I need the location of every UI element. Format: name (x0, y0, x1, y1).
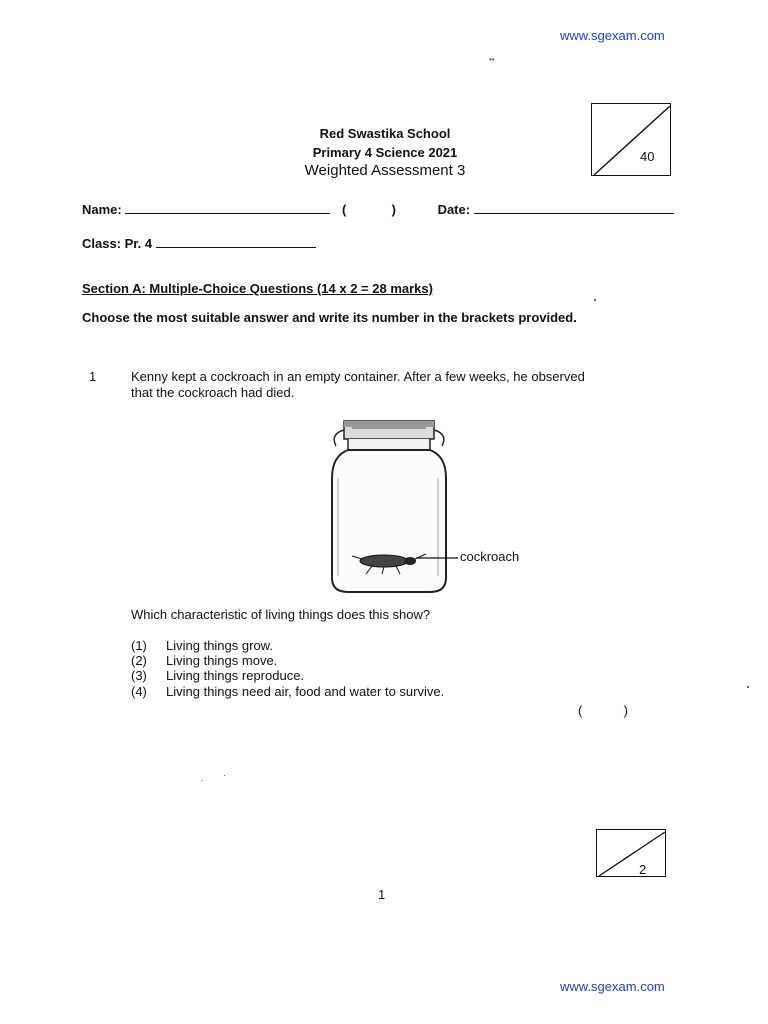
name-field[interactable] (125, 201, 330, 214)
date-field[interactable] (474, 201, 674, 214)
section-title: Section A: Multiple-Choice Questions (14 x 2 = 28 marks) (82, 281, 433, 296)
index-open: ( (342, 202, 347, 217)
question-prompt: Which characteristic of living things does this show? (131, 607, 431, 622)
option-number: (2) (131, 653, 147, 668)
option-1[interactable] (131, 638, 273, 653)
answer-brackets[interactable] (578, 703, 634, 718)
scan-dot (747, 686, 749, 688)
option-2[interactable] (131, 653, 277, 668)
date-label: Date: (437, 202, 471, 217)
page-marks: 2 (639, 862, 647, 877)
question-text-line2: that the cockroach had died. (131, 385, 295, 400)
diagonal-line-icon (592, 104, 672, 177)
jar-figure (322, 416, 532, 596)
total-marks-box (591, 103, 671, 176)
question-number: 1 (89, 369, 97, 384)
jar-with-cockroach-image (322, 416, 532, 596)
page-number: 1 (378, 887, 386, 902)
class-field[interactable] (156, 235, 316, 248)
section-instruction: Choose the most suitable answer and write its number in the brackets provided. (82, 310, 577, 325)
option-text: Living things grow. (166, 638, 273, 653)
total-marks: 40 (640, 149, 655, 164)
scan-dot (224, 775, 225, 776)
option-4[interactable] (131, 684, 444, 699)
page-marks-box (596, 829, 666, 877)
assessment-title: Weighted Assessment 3 (304, 162, 466, 179)
school-name: Red Swastika School (319, 126, 451, 141)
option-text: Living things need air, food and water to survive. (166, 684, 445, 699)
option-number: (3) (131, 668, 147, 683)
scan-dot (594, 299, 596, 301)
option-text: Living things move. (166, 653, 278, 668)
cockroach-label: cockroach (460, 549, 520, 564)
option-number: (4) (131, 684, 147, 699)
answer-close: ) (623, 703, 628, 718)
name-label: Name: (82, 202, 122, 217)
diagonal-line-icon (597, 830, 667, 878)
class-row (82, 235, 316, 251)
class-label: Class: Pr. 4 (82, 236, 153, 251)
answer-open: ( (578, 703, 583, 718)
option-3[interactable] (131, 668, 304, 683)
scan-mark: •• (489, 55, 495, 64)
option-number: (1) (131, 638, 147, 653)
website-link-bottom[interactable]: www.sgexam.com (560, 979, 665, 994)
name-date-row (82, 201, 682, 217)
website-link-top[interactable]: www.sgexam.com (560, 28, 665, 43)
index-close: ) (391, 202, 396, 217)
scan-dot (202, 780, 203, 781)
question-text-line1: Kenny kept a cockroach in an empty container. After a few weeks, he observed (131, 369, 585, 384)
subject-title: Primary 4 Science 2021 (312, 145, 458, 160)
option-text: Living things reproduce. (166, 668, 305, 683)
